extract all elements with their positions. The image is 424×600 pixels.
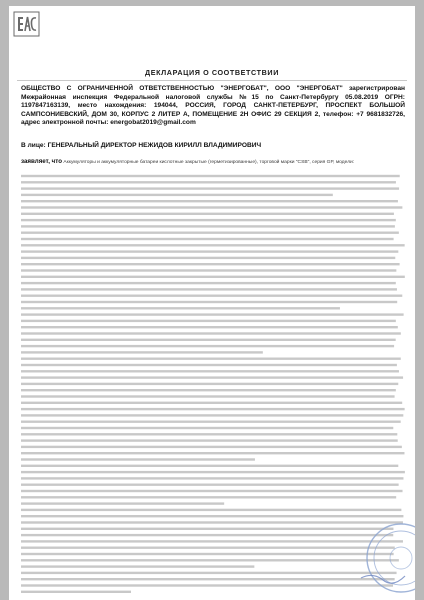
- fine-print-line: [21, 232, 399, 234]
- fine-print-line: [21, 206, 402, 208]
- fine-print-line: [21, 238, 394, 240]
- fine-print-line: [21, 465, 398, 467]
- fine-print-line: [21, 509, 401, 511]
- fine-print-line: [21, 282, 396, 284]
- fine-print-line: [21, 320, 396, 322]
- fine-print-line: [21, 565, 254, 567]
- fine-print-line: [21, 540, 403, 542]
- fine-print-line: [21, 389, 396, 391]
- fine-print-line: [21, 553, 394, 555]
- declare-label: заявляет, что: [21, 158, 62, 165]
- fine-print-line: [21, 572, 397, 574]
- applicant-text: ОБЩЕСТВО С ОГРАНИЧЕННОЙ ОТВЕТСТВЕННОСТЬЮ "ЭНЕРГОБАТ", ООО "ЭНЕРГОБАТ" зарегистрирован Межрайонная инспекция Федеральной налоговой службы №15 по Санкт-Петербургу 05.08.2019 ОГРН: 1197847163139, место нахождения: 194044, РОССИЯ, ГОРОД САНКТ-ПЕТЕРБУРГ, ПРОСПЕКТ БОЛЬШОЙ САМПСОНИЕВСКИЙ, ДОМ 30, КОРПУС 2 ЛИТЕР А, ПОМЕЩЕНИЕ 2Н ОФИС 29 СЕКЦИЯ 2, телефон: +7 9681832726, адрес электронной почты: energobat2019@gmail.com: [21, 85, 405, 126]
- fine-print-line: [21, 175, 400, 177]
- declare-text: Аккумуляторы и аккумуляторные батареи кислотные закрытые (герметизированные), торговой марки "CSB", серия GP, модели:: [63, 160, 355, 165]
- fine-print-line: [21, 326, 398, 328]
- fine-print-line: [21, 402, 402, 404]
- fine-print-line: [21, 244, 405, 246]
- head-name: ГЕНЕРАЛЬНЫЙ ДИРЕКТОР НЕЖИДОВ КИРИЛЛ ВЛАДИМИРОВИЧ: [47, 142, 262, 149]
- eac-mark-icon: [13, 11, 40, 37]
- fine-print-line: [21, 515, 403, 517]
- fine-print-line: [21, 257, 395, 259]
- fine-print-line: [21, 288, 397, 290]
- fine-print-line: [21, 584, 393, 586]
- fine-print-line: [21, 496, 396, 498]
- fine-print-line: [21, 408, 405, 410]
- fine-print-line: [21, 295, 402, 297]
- fine-print-line: [21, 307, 340, 309]
- fine-print-line: [21, 502, 224, 504]
- fine-print-line: [21, 213, 394, 215]
- fine-print-line: [21, 458, 255, 460]
- fine-print-line: [21, 370, 399, 372]
- head-label: В лице:: [21, 142, 46, 149]
- fine-print-line: [21, 446, 402, 448]
- fine-print-line: [21, 358, 401, 360]
- fine-print-line: [21, 547, 395, 549]
- fine-print-line: [21, 534, 393, 536]
- fine-print-line: [21, 263, 400, 265]
- fine-print-line: [21, 276, 405, 278]
- fine-print-lines: [21, 173, 405, 597]
- fine-print-line: [21, 484, 399, 486]
- fine-print-line: [21, 376, 403, 378]
- fine-print-line: [21, 181, 396, 183]
- fine-print-line: [21, 395, 395, 397]
- fine-print-line: [21, 490, 403, 492]
- fine-print-line: [21, 433, 397, 435]
- fine-print-line: [21, 219, 396, 221]
- fine-print-line: [21, 345, 394, 347]
- fine-print-line: [21, 578, 395, 580]
- fine-print-line: [21, 421, 401, 423]
- document-page: [9, 6, 415, 600]
- fine-print-line: [21, 452, 404, 454]
- fine-print-line: [21, 332, 401, 334]
- fine-print-line: [21, 301, 397, 303]
- fine-print-line: [21, 559, 399, 561]
- fine-print-line: [21, 427, 393, 429]
- fine-print-line: [21, 351, 263, 353]
- applicant-block: [21, 85, 405, 128]
- fine-print-line: [21, 187, 399, 189]
- fine-print-line: [21, 313, 404, 315]
- head-line: [21, 142, 405, 151]
- fine-print-line: [21, 339, 396, 341]
- fine-print-line: [21, 250, 398, 252]
- document-title: ДЕКЛАРАЦИЯ О СООТВЕТСТВИИ: [145, 68, 279, 77]
- fine-print-line: [21, 439, 398, 441]
- fine-print-line: [21, 591, 131, 593]
- round-seal-icon: [359, 518, 415, 600]
- fine-print-line: [21, 225, 395, 227]
- fine-print-line: [21, 471, 405, 473]
- fine-print-line: [21, 528, 393, 530]
- fine-print-line: [21, 200, 398, 202]
- fine-print-line: [21, 414, 403, 416]
- fine-print-line: [21, 477, 403, 479]
- fine-print-line: [21, 521, 403, 523]
- fine-print-line: [21, 364, 397, 366]
- fine-print-line: [21, 383, 398, 385]
- declaration-intro: [21, 159, 405, 166]
- title-divider: [17, 80, 407, 81]
- fine-print-line: [21, 269, 396, 271]
- fine-print-line: [21, 194, 333, 196]
